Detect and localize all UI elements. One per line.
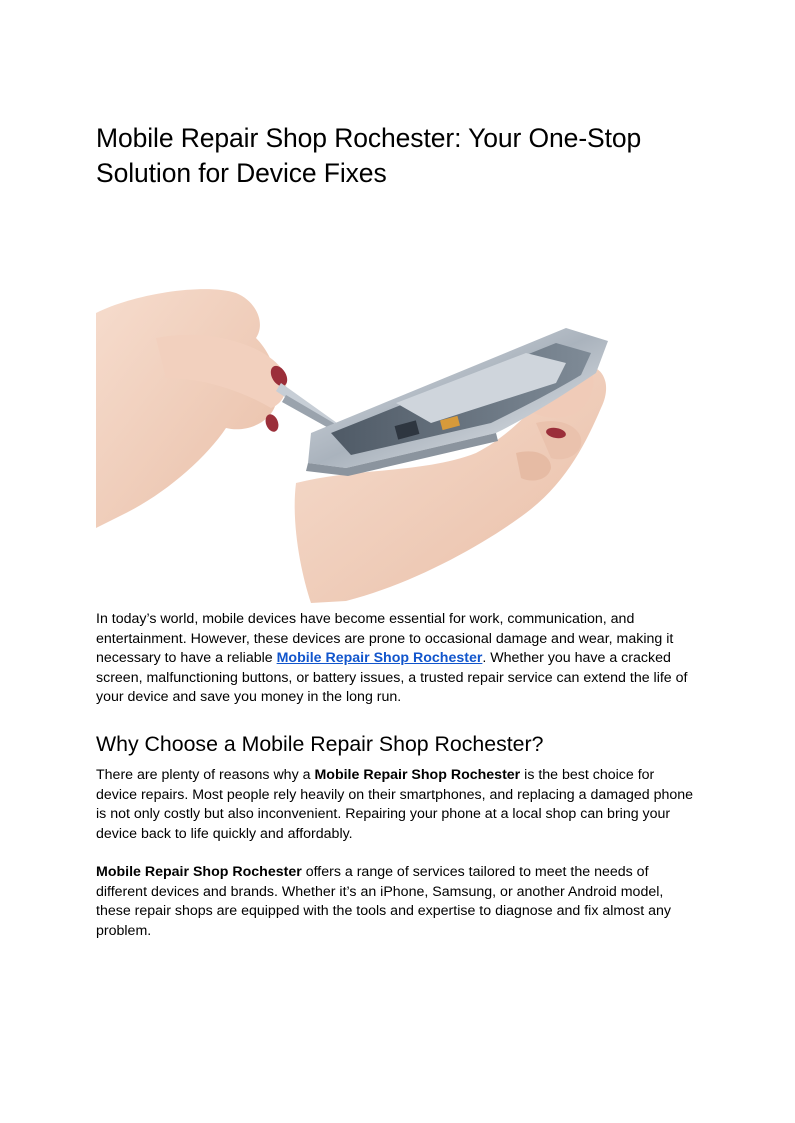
mobile-repair-shop-link[interactable]: Mobile Repair Shop Rochester (276, 650, 483, 666)
intro-text-start: In today’s world, mobile devices have become essential for work, communication, and entertainment. However, these devices are prone to occasional damage and wear, making it necessary to have a reliable (96, 611, 674, 666)
page-title: Mobile Repair Shop Rochester: Your One-Stop Solution for Device Fixes (96, 123, 642, 188)
section-heading: Why Choose a Mobile Repair Shop Rochester? (96, 732, 544, 756)
reasons-bold-term: Mobile Repair Shop Rochester (314, 767, 521, 783)
services-bold-term: Mobile Repair Shop Rochester (96, 864, 302, 880)
reasons-text-start: There are plenty of reasons why a (96, 767, 315, 783)
reasons-paragraph (96, 766, 696, 844)
reasons-text-end: is the best choice for device repairs. Most people rely heavily on their smartphones, and replacing a damaged phone is not only costly but also inconvenient. Repairing your phone at a local shop can bring your device back to life quickly and affordably. (96, 767, 694, 842)
phone-repair-photo (96, 283, 611, 603)
services-paragraph (96, 863, 696, 941)
intro-paragraph (96, 610, 696, 708)
intro-text-end: . Whether you have a cracked screen, malfunctioning buttons, or battery issues, a trusted repair service can extend the life of your device and save you money in the long run. (96, 650, 688, 705)
services-text: offers a range of services tailored to meet the needs of different devices and brands. Whether it’s an iPhone, Samsung, or another Android model, these repair shops are equipped with the tools and expertise to diagnose and fix almost any problem. (96, 864, 671, 939)
